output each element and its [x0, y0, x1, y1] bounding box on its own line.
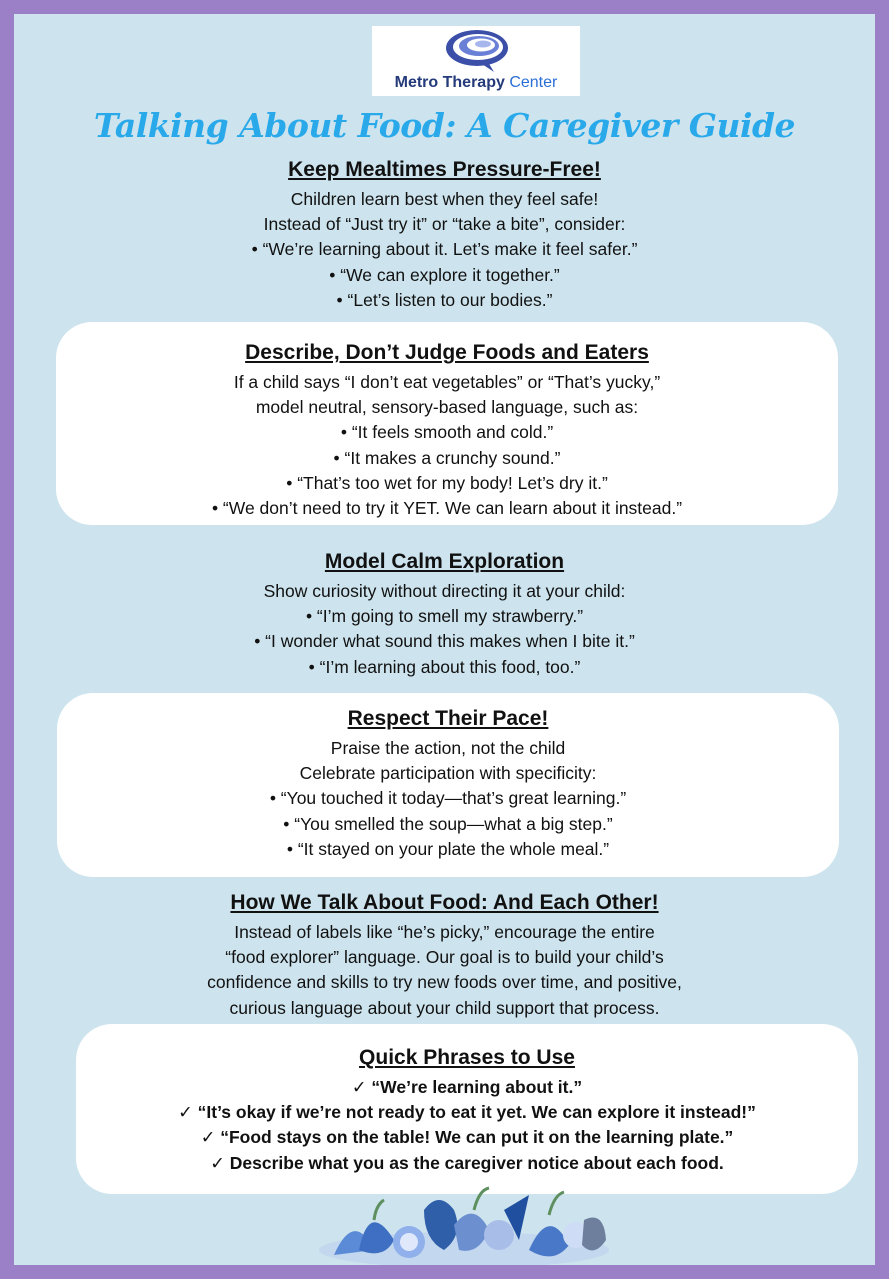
section-line: curious language about your child support that process.	[229, 997, 660, 1018]
section-line: • “It stayed on your plate the whole meal.”	[286, 838, 610, 859]
section-line: • “You smelled the soup—what a big step.”	[283, 813, 613, 834]
quick-phrase: ✓ Describe what you as the caregiver notice about each food.	[210, 1152, 724, 1173]
section-talk-about-food	[14, 889, 875, 1021]
logo-text	[372, 74, 580, 92]
quick-phrase: ✓ “We’re learning about it.”	[351, 1077, 583, 1097]
flyer-page	[14, 14, 875, 1265]
logo-name-accent: Center	[509, 74, 558, 91]
section-line: model neutral, sensory-based language, such as:	[255, 397, 639, 418]
section-line: “food explorer” language. Our goal is to build your child’s	[225, 947, 664, 968]
section-heading: Keep Mealtimes Pressure-Free!	[288, 158, 601, 181]
section-line: Children learn best when they feel safe!	[290, 189, 599, 209]
section-line: • “It feels smooth and cold.”	[340, 422, 554, 443]
section-line: If a child says “I don’t eat vegetables” or “That’s yucky,”	[233, 372, 661, 392]
section-calm-exploration	[14, 548, 875, 680]
section-line: • “It makes a crunchy sound.”	[333, 447, 561, 468]
section-heading: Describe, Don’t Judge Foods and Eaters	[245, 341, 649, 364]
section-line: Praise the action, not the child	[330, 738, 566, 758]
section-line: Instead of labels like “he’s picky,” encourage the entire	[234, 922, 655, 942]
page-title: Talking About Food: A Caregiver Guide	[93, 106, 796, 145]
speech-bubble-swirl-icon	[442, 28, 512, 78]
section-line: Instead of “Just try it” or “take a bite”, consider:	[263, 214, 626, 235]
quick-phrase: ✓ “It’s okay if we’re not ready to eat it yet. We can explore it instead!”	[178, 1102, 756, 1123]
logo-name-primary: Metro Therapy	[394, 74, 505, 91]
section-heading: Model Calm Exploration	[324, 550, 565, 573]
section-pressure-free	[14, 156, 875, 313]
vegetables-illustration	[314, 1180, 614, 1265]
section-line: • “We’re learning about it. Let’s make it feel safer.”	[251, 239, 638, 260]
section-quick-phrases-card	[76, 1024, 858, 1194]
quick-phrase: ✓ “Food stays on the table! We can put it on the learning plate.”	[200, 1127, 734, 1148]
section-line: Show curiosity without directing it at your child:	[263, 581, 626, 601]
section-line: • “That’s too wet for my body! Let’s dry it.”	[286, 472, 608, 493]
section-line: • “We can explore it together.”	[329, 264, 560, 285]
section-line: • “I’m going to smell my strawberry.”	[305, 606, 584, 627]
section-respect-pace-card	[57, 693, 839, 877]
section-line: • “I’m learning about this food, too.”	[308, 656, 581, 677]
section-line: • “We don’t need to try it YET. We can learn about it instead.”	[211, 498, 683, 519]
section-heading: How We Talk About Food: And Each Other!	[230, 891, 659, 914]
section-line: • “You touched it today—that’s great learning.”	[269, 788, 627, 809]
section-line: • “Let’s listen to our bodies.”	[336, 289, 553, 310]
section-heading: Quick Phrases to Use	[359, 1046, 575, 1069]
section-describe-card	[56, 322, 838, 525]
section-line: confidence and skills to try new foods over time, and positive,	[207, 972, 682, 993]
logo	[372, 26, 580, 96]
section-line: Celebrate participation with specificity:	[299, 763, 597, 784]
section-line: • “I wonder what sound this makes when I bite it.”	[254, 631, 635, 652]
section-heading: Respect Their Pace!	[347, 707, 549, 730]
